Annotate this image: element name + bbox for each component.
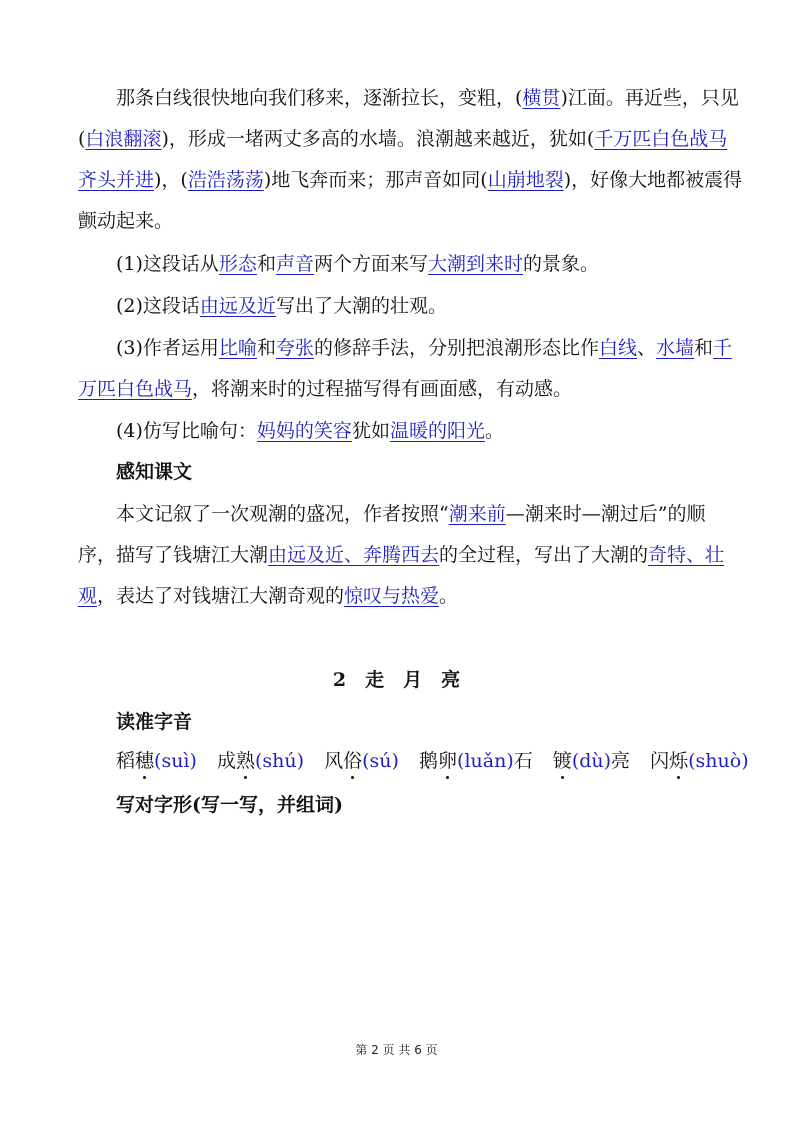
question-3-line2: 万匹白色战马，将潮来时的过程描写得有画面感，有动感。 [78,378,573,400]
page-footer: 第 2 页 共 6 页 [355,1043,438,1057]
answer-blank: 山崩地裂 [487,169,564,191]
summary-line3: 观，表达了对钱塘江大潮奇观的惊叹与热爱。 [78,585,459,607]
answer-blank: 温暖的阳光 [389,420,485,442]
summary-line2: 序，描写了钱塘江大潮由远及近、奔腾西去的全过程，写出了大潮的奇特、壮 [78,544,725,566]
pinyin-item: 风俗(sú) [324,750,399,772]
answer-blank: 万匹白色战马 [78,378,193,400]
lesson-title: 2 走 月 亮 [332,669,461,691]
pinyin-item: 鹅卵(luǎn)石 [419,750,533,772]
answer-blank: 白浪翻滚 [85,128,162,150]
pinyin-item: 成熟(shú) [216,750,305,772]
question-4: (4)仿写比喻句：妈妈的笑容犹如温暖的阳光。 [116,420,504,442]
answer-blank: 奇特、壮 [648,544,725,566]
answer-blank: 潮来前 [448,503,506,525]
section-heading-ganzhi: 感知课文 [116,461,193,483]
para1-line2: (白浪翻滚)，形成一堵两丈多高的水墙。浪潮越来越近，犹如(千万匹白色战马 [78,128,728,150]
pinyin-item: 稻穗(suì) [116,750,197,772]
answer-blank: 妈妈的笑容 [256,420,352,442]
answer-blank: 惊叹与热爱 [344,585,440,607]
section-heading-xiedui: 写对字形(写一写，并组词) [116,794,343,816]
para1-line1: 那条白线很快地向我们移来，逐渐拉长，变粗，(横贯)江面。再近些，只见 [116,87,739,109]
answer-blank: 千 [713,337,733,359]
answer-blank: 齐头并进 [78,169,155,191]
answer-blank: 夸张 [275,337,314,359]
answer-blank: 水墙 [656,337,695,359]
section-heading-duzhun: 读准字音 [116,711,193,733]
answer-blank: 比喻 [218,337,257,359]
answer-blank: 白线 [598,337,637,359]
pinyin-item: 镀(dù)亮 [552,750,631,772]
question-1: (1)这段话从形态和声音两个方面来写大潮到来时的景象。 [116,253,600,275]
answer-blank: 横贯 [522,87,561,109]
para1-line4: 颤动起来。 [78,210,174,232]
answer-blank: 千万匹白色战马 [594,128,728,150]
para1-line3: 齐头并进)，(浩浩荡荡)地飞奔而来；那声音如同(山崩地裂)，好像大地都被震得 [78,169,743,191]
answer-blank: 观 [78,585,98,607]
answer-blank: 由远及近 [199,295,276,317]
answer-blank: 浩浩荡荡 [187,169,264,191]
pinyin-row [116,748,749,774]
summary-line1: 本文记叙了一次观潮的盛况，作者按照“潮来前—潮来时—潮过后”的顺 [116,503,706,525]
question-3-line1: (3)作者运用比喻和夸张的修辞手法，分别把浪潮形态比作白线、水墙和千 [116,337,733,359]
question-2: (2)这段话由远及近写出了大潮的壮观。 [116,295,447,317]
answer-blank: 大潮到来时 [427,253,523,275]
answer-blank: 声音 [275,253,314,275]
pinyin-item: 闪烁(shuò) [650,750,749,772]
answer-blank: 由远及近、奔腾西去 [268,544,440,566]
answer-blank: 形态 [218,253,257,275]
